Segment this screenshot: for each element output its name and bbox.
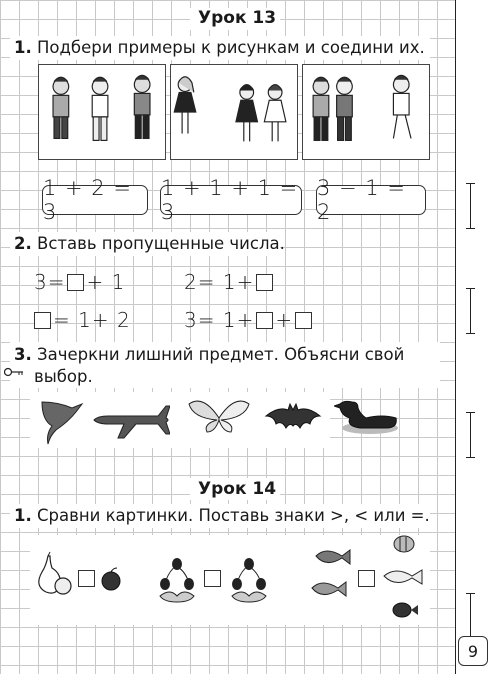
boy-icon: [53, 77, 69, 138]
margin-line: [455, 0, 456, 674]
task-text: Подбери примеры к рисункам и соедини их.: [37, 38, 425, 57]
task-number: 1.: [14, 38, 32, 57]
boys-group-icon: [39, 65, 165, 159]
answer-box[interactable]: [34, 312, 51, 329]
strawberry-plant-icon: [226, 552, 272, 604]
task-text: Вставь пропущенные числа.: [37, 234, 285, 253]
task-2-heading: [14, 233, 285, 255]
task-text: Зачеркни лишний предмет. Объясни свой: [37, 345, 405, 364]
lesson-14-task-1-heading: [14, 505, 430, 527]
answer-box[interactable]: [295, 312, 312, 329]
margin-tick: [470, 288, 471, 334]
answer-box[interactable]: [67, 274, 84, 291]
expr-text: +: [275, 308, 294, 332]
fish-icon: [393, 603, 418, 617]
boy-icon: [337, 77, 353, 140]
answer-box[interactable]: [256, 312, 273, 329]
expr-text: = 1+ 2: [53, 308, 131, 332]
lesson-14-title: Урок 14: [198, 479, 277, 499]
fish-group-icon: [380, 534, 426, 624]
key-icon: [4, 366, 24, 381]
boy-icon: [92, 77, 108, 140]
airplane-icon[interactable]: [92, 400, 170, 440]
boy-icon: [393, 75, 411, 138]
boy-icon: [313, 77, 329, 140]
boy-icon: [134, 75, 150, 138]
picture-panel-1: [38, 64, 166, 160]
apple-icon: [98, 566, 124, 592]
task-3-heading: [14, 344, 404, 366]
compare-sign-box[interactable]: [204, 570, 221, 587]
task-number: 2.: [14, 234, 32, 253]
compare-sign-box[interactable]: [78, 570, 95, 587]
duck-icon[interactable]: [334, 394, 400, 436]
equation-card-1[interactable]: 1 + 2 = 3: [42, 185, 148, 215]
task-1-heading: [14, 37, 425, 59]
equation-card-2[interactable]: 1 + 1 + 1 = 3: [160, 185, 302, 215]
margin-tick: [470, 412, 471, 458]
butterfly-icon[interactable]: [186, 398, 252, 434]
expr-text: 3= 1+: [184, 308, 255, 332]
task-number: 1.: [14, 506, 32, 525]
lesson-13-title: Урок 13: [198, 8, 277, 28]
expr-text: 3=: [34, 270, 66, 294]
margin-tick: [470, 593, 471, 639]
equation-card-3[interactable]: 3 − 1 = 2: [316, 185, 426, 215]
answer-box[interactable]: [256, 274, 273, 291]
bird-icon[interactable]: [38, 394, 86, 446]
fill-in-row: [34, 308, 131, 332]
girl-icon: [264, 85, 286, 142]
fish-icon: [394, 536, 414, 552]
pear-and-apple-icon: [36, 550, 76, 596]
expr-text: + 1: [86, 270, 126, 294]
fish-icon: [316, 550, 350, 564]
strawberry-plant-icon: [154, 552, 200, 604]
page-number: 9: [458, 636, 488, 666]
expr-text: 2= 1+: [184, 270, 255, 294]
fill-in-row: [34, 270, 125, 294]
fish-icon: [384, 570, 422, 584]
compare-sign-box[interactable]: [358, 570, 375, 587]
fish-icon: [312, 582, 346, 596]
margin-tick: [470, 183, 471, 229]
picture-panel-2: [170, 64, 298, 160]
fill-in-row: [184, 270, 273, 294]
girl-icon: [174, 77, 196, 134]
task-text: Сравни картинки. Поставь знаки >, < или =.: [37, 506, 430, 525]
task-number: 3.: [14, 345, 32, 364]
fill-in-row: [184, 308, 312, 332]
fish-group-icon: [310, 544, 354, 608]
task-3-heading-line-2: выбор.: [34, 367, 93, 386]
girl-icon: [236, 85, 258, 142]
picture-panel-3: [302, 64, 430, 160]
bat-icon[interactable]: [264, 396, 322, 436]
